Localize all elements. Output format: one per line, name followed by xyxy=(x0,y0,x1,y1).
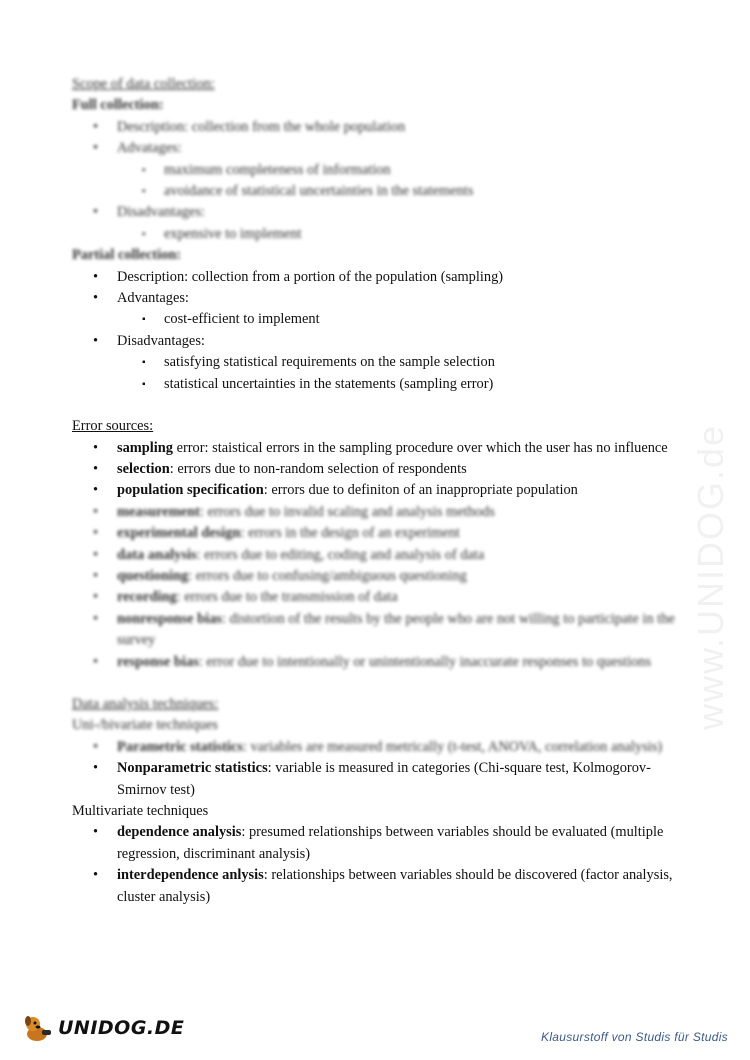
analysis-heading: Data analysis techniques: xyxy=(72,695,219,712)
univariate-list xyxy=(72,737,682,801)
error-sources-heading: Error sources: xyxy=(72,418,154,435)
list-item: • dependence analysis: presumed relationships between variables should be evaluated (multiple regression, discriminant analysis) xyxy=(72,822,682,865)
list-item xyxy=(72,288,682,331)
disadvantages-label: Disadvantages: xyxy=(117,332,205,349)
dog-mascot-icon xyxy=(22,1012,54,1044)
disadvantages-label: Disadvantages: xyxy=(117,204,205,221)
advantages-label: Advantages: xyxy=(117,290,189,307)
full-collection-title: Full collection: xyxy=(72,97,164,114)
list-item xyxy=(72,138,682,202)
unidog-logo xyxy=(22,1012,184,1044)
list-item: • Description: collection from a portion of the population (sampling) xyxy=(72,267,682,288)
list-item: ▪ avoidance of statistical uncertainties in the statements xyxy=(72,181,682,202)
list-item: • data analysis: errors due to editing, coding and analysis of data xyxy=(72,545,682,566)
list-item: • experimental design: errors in the design of an experiment xyxy=(72,523,682,544)
list-item: • recording: errors due to the transmission of data xyxy=(72,587,682,608)
list-item: • nonresponse bias: distortion of the results by the people who are not willing to participate in the survey xyxy=(72,609,682,652)
full-collection-list xyxy=(72,117,682,245)
list-item: • sampling error: staistical errors in the sampling procedure over which the user has no influence xyxy=(72,438,682,459)
list-item: • response bias: error due to intentionally or unintentionally inaccurate responses to questions xyxy=(72,652,682,673)
list-item: ▪ maximum completeness of information xyxy=(72,160,682,181)
list-item: • population specification: errors due to definiton of an inappropriate population xyxy=(72,480,682,501)
multivariate-label: Multivariate techniques xyxy=(72,803,209,819)
multivariate-list xyxy=(72,822,682,908)
list-item: ▪ expensive to implement xyxy=(72,224,682,245)
document-body xyxy=(72,74,682,908)
list-item: • measurement: errors due to invalid scaling and analysis methods xyxy=(72,502,682,523)
list-item: • Description: collection from the whole population xyxy=(72,117,682,138)
univariate-label: Uni-/bivariate techniques xyxy=(72,717,218,734)
logo-text: UNIDOG.DE xyxy=(58,1017,185,1039)
error-sources-list xyxy=(72,438,682,673)
blurred-scope-section xyxy=(72,74,682,267)
list-item: • selection: errors due to non-random selection of respondents xyxy=(72,459,682,480)
partial-collection-list xyxy=(72,267,682,395)
partial-collection-title: Partial collection: xyxy=(72,247,182,264)
list-item xyxy=(72,331,682,395)
list-item: ▪ statistical uncertainties in the statements (sampling error) xyxy=(72,374,682,395)
list-item: • questioning: errors due to confusing/ambiguous questioning xyxy=(72,566,682,587)
list-item: ▪ satisfying statistical requirements on the sample selection xyxy=(72,352,682,373)
scope-heading: Scope of data collection: xyxy=(72,76,215,92)
list-item xyxy=(72,202,682,245)
footer-tagline: Klausurstoff von Studis für Studis xyxy=(541,1030,728,1044)
list-item: • Nonparametric statistics: variable is measured in categories (Chi-square test, Kolmogorov-Smirnov test) xyxy=(72,758,682,801)
list-item: • interdependence anlysis: relationships between variables should be discovered (factor analysis, cluster analysis) xyxy=(72,865,682,908)
list-item: • Parametric statistics: variables are measured metrically (t-test, ANOVA, correlation analysis) xyxy=(72,737,682,758)
advantages-label: Advatages: xyxy=(117,140,182,157)
watermark: www.UNIDOG.de xyxy=(690,423,731,730)
blurred-analysis-header xyxy=(72,694,682,737)
list-item: ▪ cost-efficient to implement xyxy=(72,309,682,330)
